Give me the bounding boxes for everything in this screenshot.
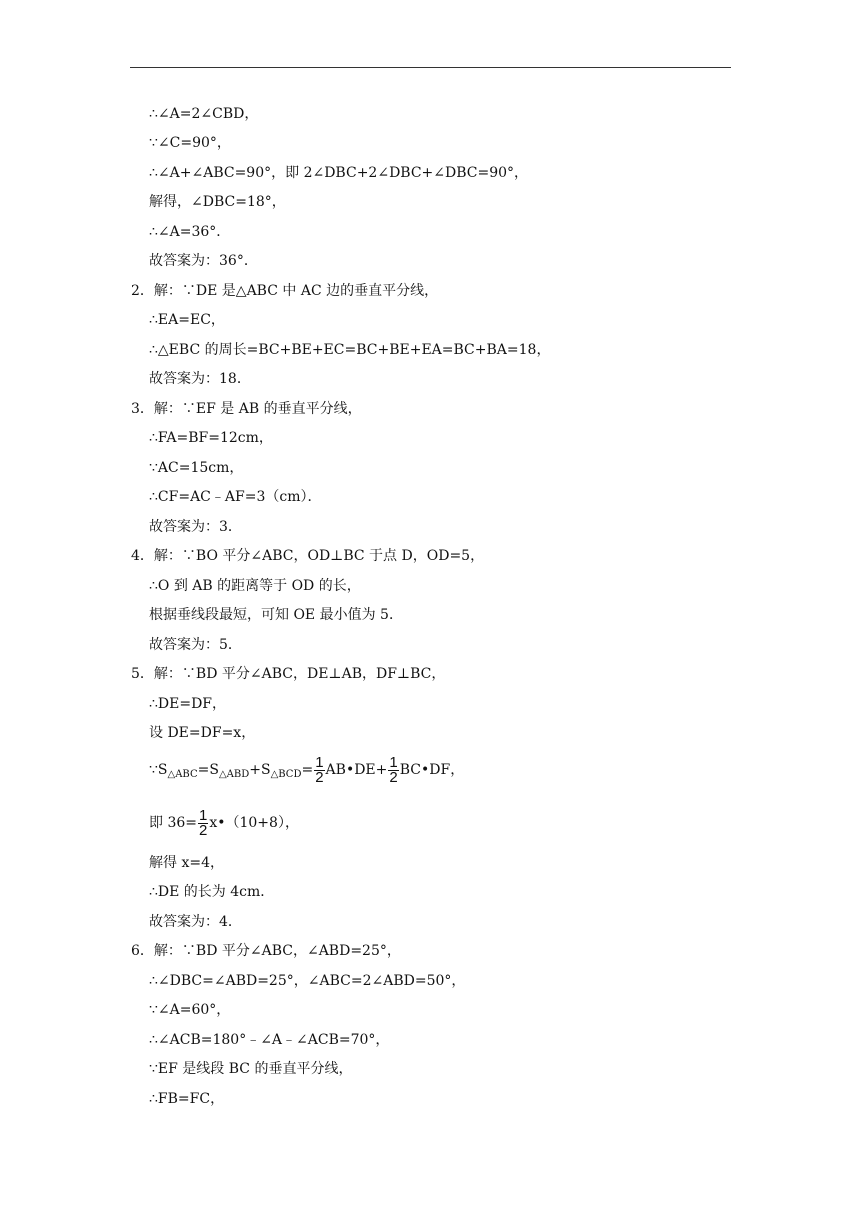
because-symbol: ∵ [149, 762, 158, 778]
text-line: ∵∠A=60°， [149, 1002, 231, 1018]
problem-4-heading: 4．解：∵BO 平分∠ABC，OD⊥BC 于点 D，OD=5， [131, 548, 485, 564]
text-line: 故答案为：4． [149, 914, 242, 930]
text-line: ∴∠A=36°． [149, 224, 231, 240]
text-line: ∴DE=DF， [149, 696, 227, 712]
text-line: 解得，∠DBC=18°， [149, 194, 286, 210]
problem-5-heading: 5．解：∵BD 平分∠ABC，DE⊥AB，DF⊥BC， [131, 666, 446, 682]
area-equation: $\because S_{\triangle ABC}=S_{\triangle ABD}+S_{\triangle BCD}=$ $\frac{1}{2}$ AB•DE+ $\frac{1}{2}$ BC•DF， [149, 753, 465, 786]
text-line: ∴△EBC 的周长=BC+BE+EC=BC+BE+EA=BC+BA=18， [149, 342, 551, 358]
text-line: ∴EA=EC， [149, 312, 225, 328]
text-line: ∴O 到 AB 的距离等于 OD 的长， [149, 578, 361, 594]
fraction-one-half: $\frac{1}{2}$ [315, 753, 324, 786]
text-line: 设 DE=DF=x， [149, 725, 256, 741]
text-line: 根据垂线段最短，可知 OE 最小值为 5． [149, 607, 403, 623]
text-line: ∴∠A+∠ABC=90°，即 2∠DBC+2∠DBC+∠DBC=90°， [149, 165, 529, 181]
fraction-one-half: $\frac{1}{2}$ [389, 753, 398, 786]
text-line: 故答案为：5． [149, 637, 242, 653]
text-line: ∴CF=AC﹣AF=3（cm）． [149, 489, 322, 505]
problem-6-heading: 6．解：∵BD 平分∠ABC，∠ABD=25°， [131, 943, 401, 959]
text-line: 故答案为：18． [149, 371, 251, 387]
text-line: ∴FA=BF=12cm， [149, 430, 273, 446]
text-line: ∵∠C=90°， [149, 135, 231, 151]
text-line: 故答案为：3． [149, 519, 242, 535]
fraction-one-half: $\frac{1}{2}$ [199, 806, 208, 839]
header-rule [130, 67, 731, 68]
text-line: 故答案为：36°． [149, 253, 258, 269]
text-line: ∵EF 是线段 BC 的垂直平分线， [149, 1061, 353, 1077]
text-line: 解得 x=4， [149, 855, 224, 871]
solve-equation: 即 36= $\frac{1}{2}$ x•（10+8）， [149, 806, 299, 839]
text-line: ∴∠A=2∠CBD， [149, 106, 259, 122]
text-line: ∵AC=15cm， [149, 460, 244, 476]
problem-3-heading: 3．解：∵EF 是 AB 的垂直平分线， [131, 401, 362, 417]
text-line: ∴DE 的长为 4cm． [149, 884, 275, 900]
text-line: ∴∠DBC=∠ABD=25°，∠ABC=2∠ABD=50°， [149, 973, 466, 989]
text-line: ∴∠ACB=180°﹣∠A﹣∠ACB=70°， [149, 1032, 390, 1048]
problem-2-heading: 2．解：∵DE 是△ABC 中 AC 边的垂直平分线， [131, 283, 439, 299]
text-line: ∴FB=FC， [149, 1091, 225, 1107]
